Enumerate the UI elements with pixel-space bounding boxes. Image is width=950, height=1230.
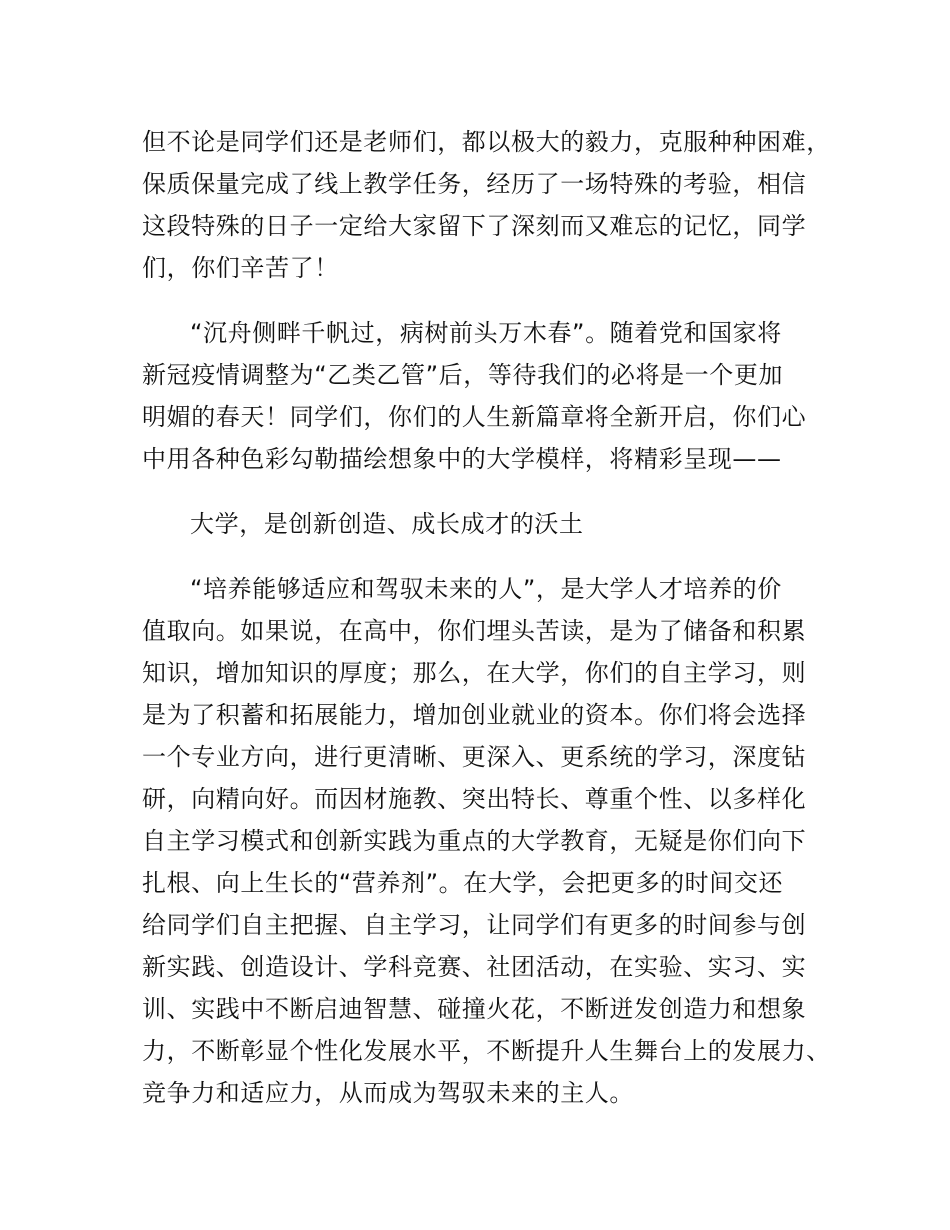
paragraph-4-line-5: 一个专业方向，进行更清晰、更深入、更系统的学习，深度钻 (142, 743, 807, 771)
paragraph-2-line-4: 中用各种色彩勾勒描绘想象中的大学模样，将精彩呈现—— (142, 445, 782, 473)
section-heading: 大学，是创新创造、成长成才的沃土 (190, 510, 584, 538)
paragraph-4-line-7: 自主学习模式和创新实践为重点的大学教育，无疑是你们向下 (142, 827, 807, 855)
paragraph-1-line-1: 但不论是同学们还是老师们，都以极大的毅力，克服种种困难， (142, 128, 831, 156)
paragraph-4-line-3: 知识，增加知识的厚度；那么，在大学，你们的自主学习，则 (142, 659, 807, 687)
paragraph-2-line-1: “沉舟侧畔千帆过，病树前头万木春”。随着党和国家将 (190, 319, 782, 347)
paragraph-4-line-8: 扎根、向上生长的“营养剂”。在大学，会把更多的时间交还 (142, 869, 784, 897)
paragraph-4-line-10: 新实践、创造设计、学科竞赛、社团活动，在实验、实习、实 (142, 953, 807, 981)
paragraph-2-line-2: 新冠疫情调整为“乙类乙管”后，等待我们的必将是一个更加 (142, 361, 784, 389)
paragraph-1-line-3: 这段特殊的日子一定给大家留下了深刻而又难忘的记忆，同学 (142, 212, 807, 240)
paragraph-4-line-6: 研，向精向好。而因材施教、突出特长、尊重个性、以多样化 (142, 785, 807, 813)
paragraph-1-line-4: 们，你们辛苦了！ (142, 254, 339, 282)
paragraph-2-line-3: 明媚的春天！同学们，你们的人生新篇章将全新开启，你们心 (142, 403, 807, 431)
paragraph-4-line-4: 是为了积蓄和拓展能力，增加创业就业的资本。你们将会选择 (142, 701, 807, 729)
paragraph-1-line-2: 保质保量完成了线上教学任务，经历了一场特殊的考验，相信 (142, 170, 807, 198)
paragraph-4-line-13: 竞争力和适应力，从而成为驾驭未来的主人。 (142, 1079, 634, 1107)
paragraph-4-line-11: 训、实践中不断启迪智慧、碰撞火花，不断迸发创造力和想象 (142, 995, 807, 1023)
paragraph-4-line-12: 力，不断彰显个性化发展水平，不断提升人生舞台上的发展力、 (142, 1037, 831, 1065)
paragraph-4-line-9: 给同学们自主把握、自主学习，让同学们有更多的时间参与创 (142, 911, 807, 939)
paragraph-4-line-1: “培养能够适应和驾驭未来的人”，是大学人才培养的价 (190, 575, 782, 603)
paragraph-4-line-2: 值取向。如果说，在高中，你们埋头苦读，是为了储备和积累 (142, 617, 807, 645)
